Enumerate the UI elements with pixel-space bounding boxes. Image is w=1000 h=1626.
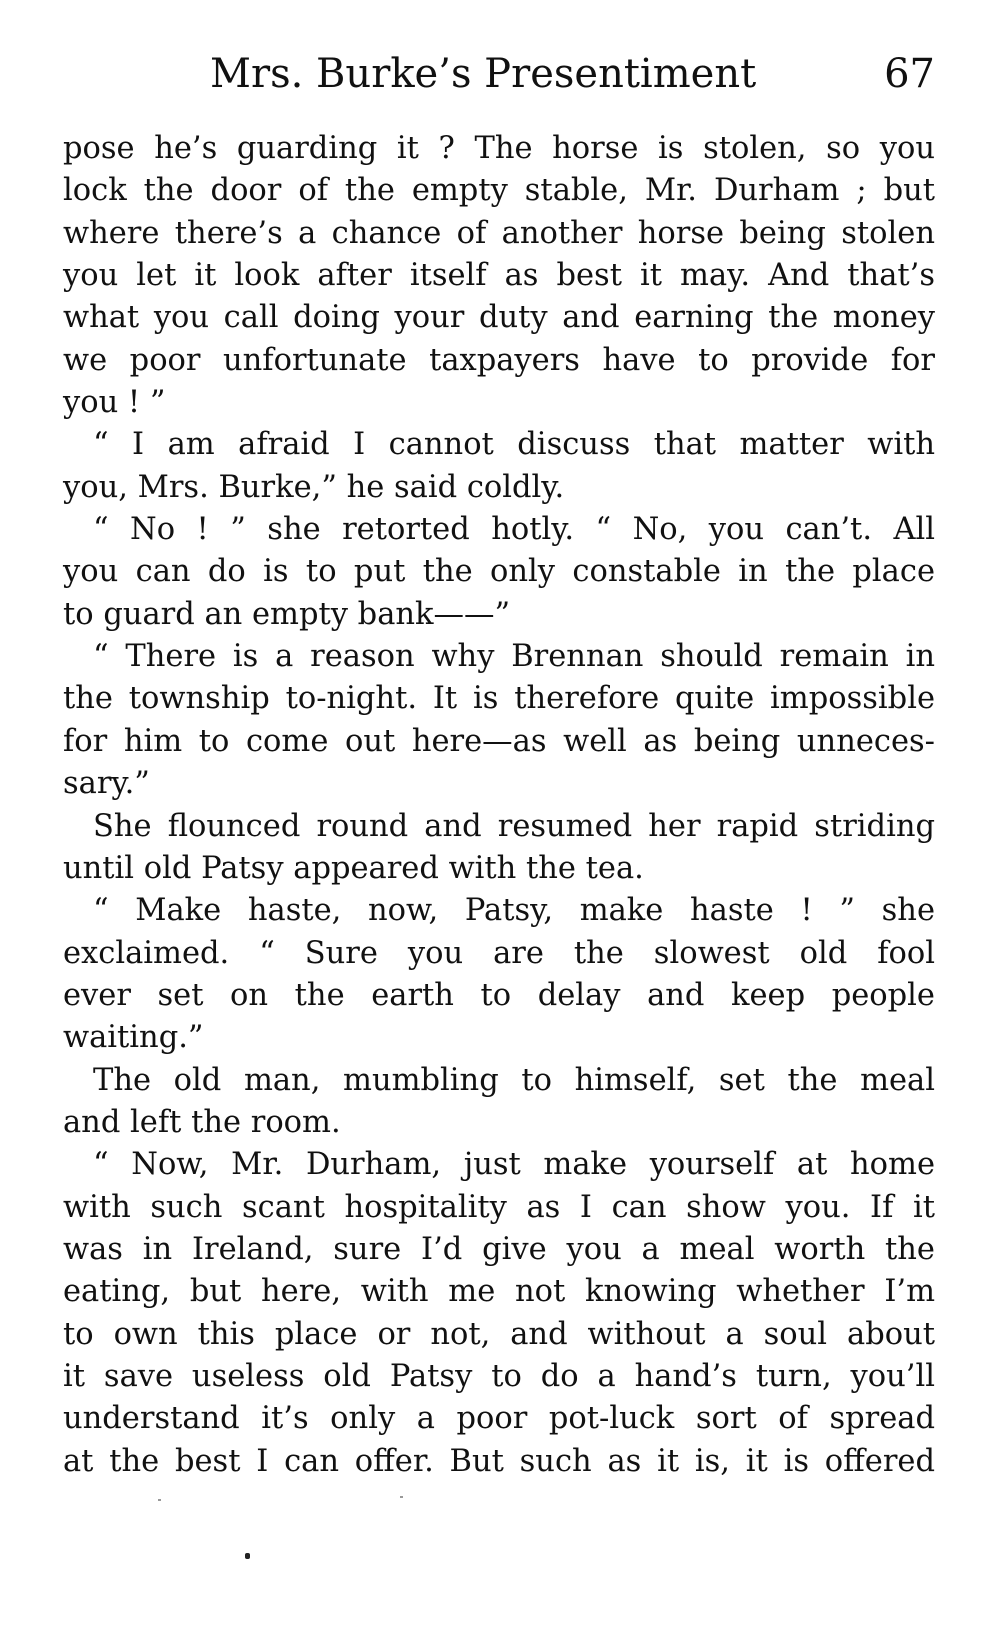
- text-line: and left the room.: [63, 1104, 341, 1140]
- text-line: “ Now, Mr. Durham, just make yourself at home: [93, 1147, 935, 1183]
- text-line: to own this place or not, and without a soul about: [63, 1316, 935, 1352]
- text-line: “ Make haste, now, Patsy, make haste ! ” she: [93, 893, 935, 929]
- text-line: ever set on the earth to delay and keep people: [63, 977, 935, 1013]
- body-text: [63, 128, 935, 1483]
- text-line: you, Mrs. Burke,” he said coldly.: [63, 469, 565, 505]
- text-line: “ No ! ” she retorted hotly. “ No, you can’t. All: [93, 512, 935, 548]
- ink-speck: [245, 1553, 250, 1559]
- ink-speck: [158, 1499, 161, 1501]
- text-line: you can do is to put the only constable in the place: [63, 554, 935, 590]
- text-line: to guard an empty bank——”: [63, 596, 511, 632]
- text-line: it save useless old Patsy to do a hand’s turn, you’ll: [63, 1358, 935, 1394]
- running-header: [210, 42, 935, 106]
- text-line: sary.”: [63, 766, 150, 802]
- text-line: pose he’s guarding it ? The horse is stolen, so you: [63, 131, 935, 166]
- text-line: with such scant hospitality as I can show you. If it: [63, 1189, 935, 1225]
- text-line: you ! ”: [63, 385, 166, 421]
- text-line: what you call doing your duty and earning the money: [63, 300, 935, 336]
- text-line: we poor unfortunate taxpayers have to provide for: [63, 342, 935, 378]
- text-line: eating, but here, with me not knowing whether I’m: [63, 1274, 935, 1310]
- text-line: for him to come out here—as well as being unneces-: [63, 723, 935, 759]
- running-title: Mrs. Burke’s Presentiment: [210, 51, 757, 97]
- text-line: waiting.”: [63, 1020, 204, 1056]
- page-number: 67: [884, 51, 935, 97]
- text-line: understand it’s only a poor pot-luck sort of spread: [63, 1401, 935, 1437]
- text-line: She flounced round and resumed her rapid striding: [93, 808, 935, 844]
- ink-speck: [400, 1496, 403, 1498]
- text-line: until old Patsy appeared with the tea.: [63, 850, 644, 886]
- text-line: where there’s a chance of another horse being stolen: [63, 215, 935, 251]
- text-line: “ I am afraid I cannot discuss that matter with: [93, 427, 935, 463]
- text-line: you let it look after itself as best it may. And that’s: [63, 258, 935, 294]
- text-line: lock the door of the empty stable, Mr. Durham ; but: [63, 173, 935, 209]
- text-line: “ There is a reason why Brennan should remain in: [93, 639, 935, 675]
- text-line: at the best I can offer. But such as it is, it is offered: [63, 1443, 935, 1479]
- text-line: was in Ireland, sure I’d give you a meal worth the: [63, 1231, 935, 1267]
- text-line: the township to-night. It is therefore quite impossible: [63, 681, 935, 717]
- text-line: The old man, mumbling to himself, set the meal: [93, 1062, 935, 1098]
- text-line: exclaimed. “ Sure you are the slowest old fool: [63, 935, 935, 971]
